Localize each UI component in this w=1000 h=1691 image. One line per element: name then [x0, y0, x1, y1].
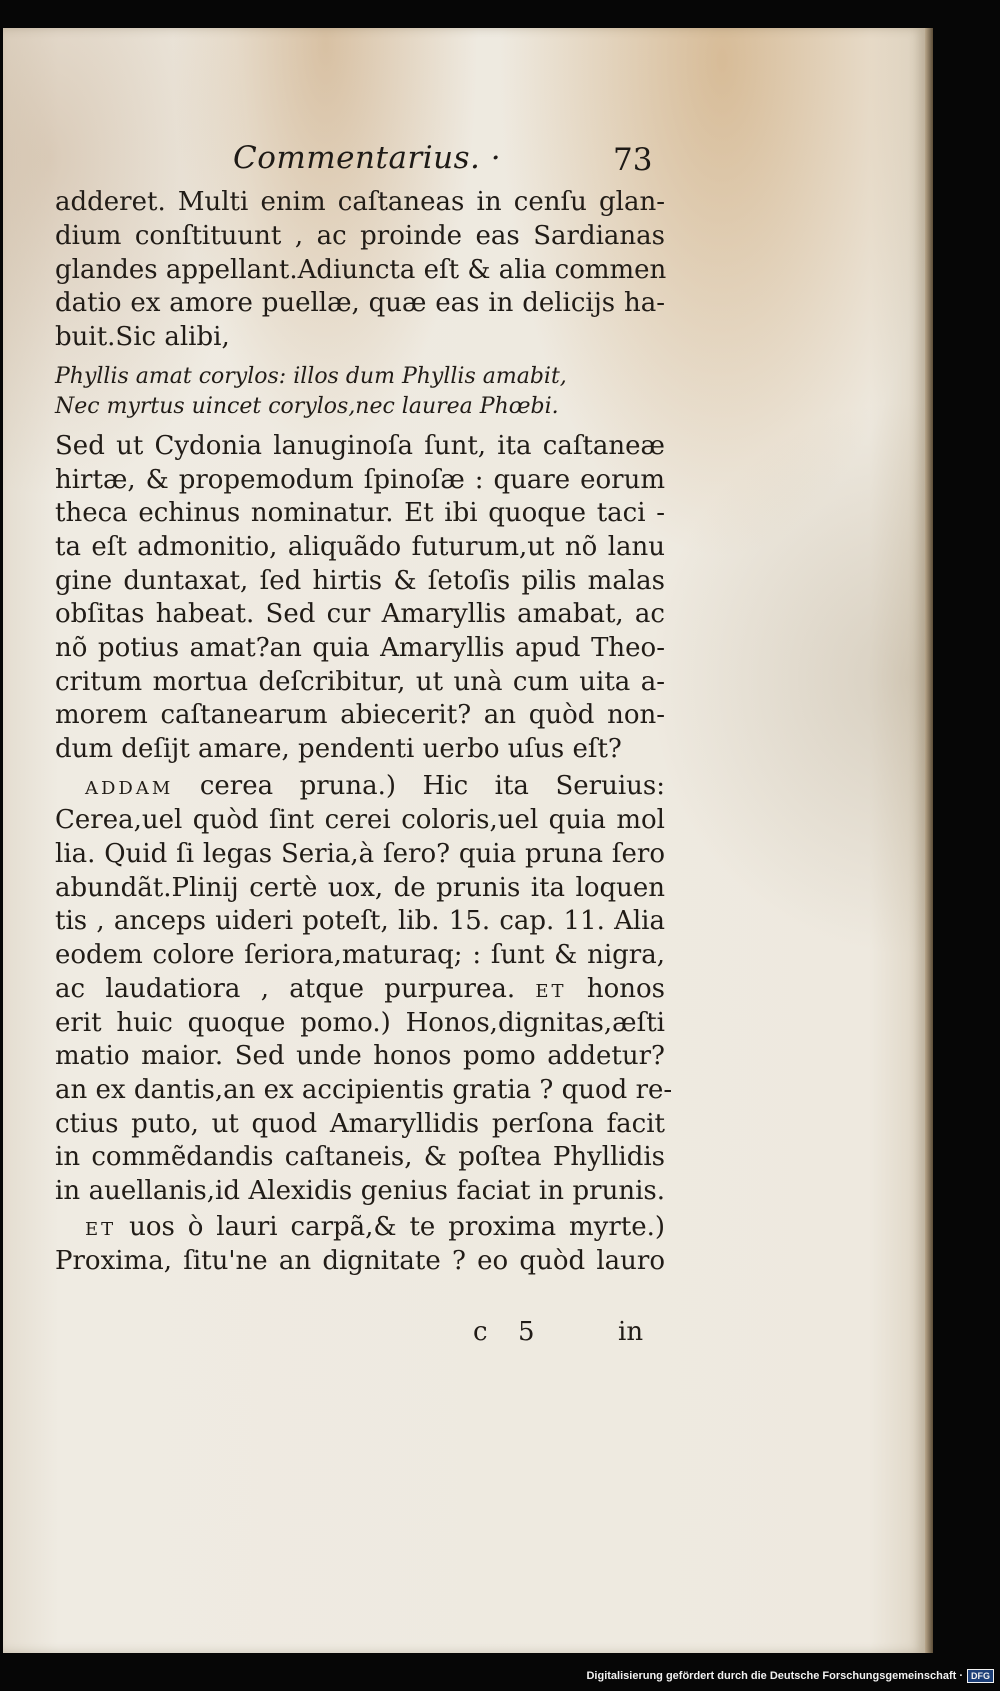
footer-credit	[586, 1669, 994, 1683]
lemma-text: cerea pruna.) Hic ita Seruius:	[173, 771, 665, 801]
text-line: dum deſijt amare, pendenti uerbo uſus eſt?	[55, 734, 622, 764]
text-line: morem caſtanearum abiecerit? an quòd non-	[55, 700, 665, 730]
text-line: lia. Quid ſi legas Seria,à ſero? quia pruna ſero	[55, 839, 665, 869]
text-line: glandes appellant.Adiuncta eſt & alia commen	[55, 255, 667, 285]
text-line: an ex dantis,an ex accipientis gratia ? quod re-	[55, 1075, 673, 1105]
text-line: ta eſt admonitio, aliquãdo futurum,ut nõ lanu	[55, 532, 665, 562]
signature-number: 5	[518, 1317, 535, 1347]
text-line: datio ex amore puellæ, quæ eas in delicijs ha-	[55, 288, 665, 318]
lemma-line	[85, 1211, 665, 1246]
text-line: matio maior. Sed unde honos pomo addetur?	[55, 1041, 665, 1071]
text-line: in commẽdandis caſtaneis, & poſtea Phyllidis	[55, 1142, 665, 1172]
lemma-text: honos	[566, 974, 666, 1004]
text-line: buit.Sic alibi,	[55, 322, 230, 352]
verse-line: Phyllis amat corylos: illos dum Phyllis amabit,	[55, 364, 567, 389]
text-line: tis , anceps uideri poteſt, lib. 15. cap. 11. Alia	[55, 906, 665, 936]
text-line: critum mortua deſcribitur, ut unà cum uita a-	[55, 667, 665, 697]
small-caps-lead: ADDAM	[85, 778, 174, 799]
lemma-line	[85, 770, 665, 805]
text-line: abundãt.Plinij certè uox, de prunis ita loquen	[55, 873, 665, 903]
text-line: ctius puto, ut quod Amaryllidis perſona facit	[55, 1109, 665, 1139]
running-head-title: Commentarius. ·	[233, 140, 502, 176]
text-line: adderet. Multi enim caſtaneas in cenſu glan-	[55, 187, 665, 217]
page-number: 73	[613, 142, 653, 178]
text-line: erit huic quoque pomo.) Honos,dignitas,æſti	[55, 1008, 665, 1038]
dfg-logo-icon: DFG	[967, 1669, 994, 1683]
signature-mark: c	[473, 1317, 488, 1347]
lemma-lead: ac laudatiora , atque purpurea.	[55, 974, 516, 1004]
text-line: eodem colore ſeriora,maturaq; : ſunt & nigra,	[55, 940, 665, 970]
book-page	[3, 28, 925, 1653]
text-line: hirtæ, & propemodum ſpinoſæ : quare eorum	[55, 465, 665, 495]
text-line: Cerea,uel quòd ſint cerei coloris,uel quia mol	[55, 805, 665, 835]
lemma-line	[55, 973, 665, 1008]
verse-line: Nec myrtus uincet corylos,nec laurea Phœbi.	[55, 394, 559, 419]
text-line: gine duntaxat, ſed hirtis & ſetoſis pilis malas	[55, 566, 665, 596]
text-line: dium conſtituunt , ac proinde eas Sardianas	[55, 221, 665, 251]
footer-text: Digitalisierung gefördert durch die Deutsche Forschungsgemeinschaft ·	[586, 1670, 963, 1682]
text-line: theca echinus nominatur. Et ibi quoque taci -	[55, 498, 665, 528]
small-caps-lead: ET	[85, 1219, 117, 1240]
page-edge	[925, 28, 933, 1653]
catchword: in	[618, 1317, 644, 1347]
text-line: in auellanis,id Alexidis genius faciat in prunis.	[55, 1176, 665, 1206]
small-caps-lead: ET	[535, 981, 567, 1002]
text-line: obſitas habeat. Sed cur Amaryllis amabat, ac	[55, 599, 665, 629]
text-line: nõ potius amat?an quia Amaryllis apud Theo-	[55, 633, 665, 663]
text-line: Sed ut Cydonia lanuginoſa ſunt, ita caſtaneæ	[55, 431, 665, 461]
text-line: Proxima, ſitu'ne an dignitate ? eo quòd lauro	[55, 1246, 665, 1276]
lemma-text: uos ò lauri carpã,& te proxima myrte.)	[116, 1212, 665, 1242]
